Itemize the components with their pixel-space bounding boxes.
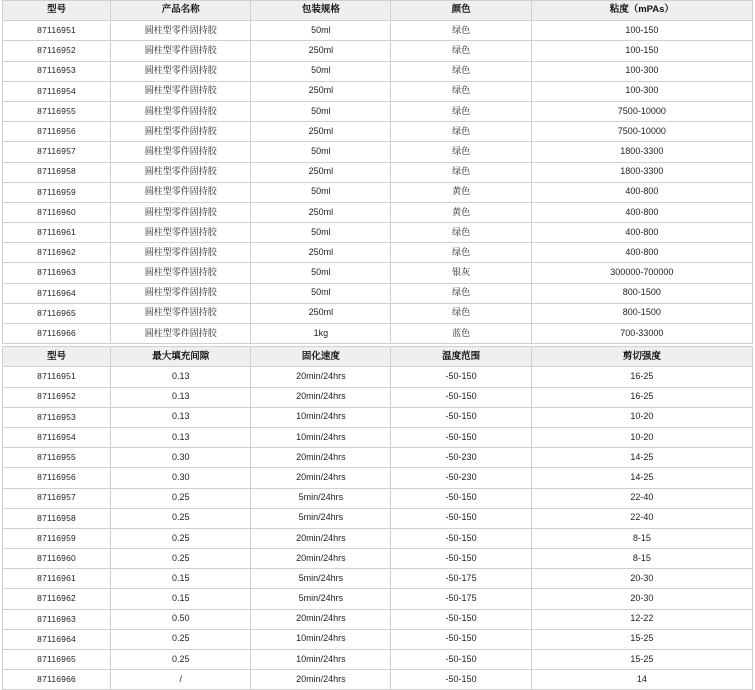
cell-model: 87116957	[3, 142, 111, 162]
table-row	[3, 367, 753, 387]
column-header-2: 包装规格	[251, 1, 391, 21]
cell-model: 87116960	[3, 549, 111, 569]
cell-value-3: -50-150	[391, 367, 531, 387]
cell-value-4: 15-25	[531, 629, 752, 649]
cell-value-1: 0.13	[111, 387, 251, 407]
cell-model: 87116955	[3, 448, 111, 468]
product-table-lower	[2, 346, 753, 690]
table-row	[3, 101, 753, 121]
cell-value-4: 8-15	[531, 528, 752, 548]
table-row	[3, 508, 753, 528]
cell-value-2: 20min/24hrs	[251, 367, 391, 387]
cell-value-1: 圆柱型零件固持胶	[111, 283, 251, 303]
cell-model: 87116954	[3, 81, 111, 101]
cell-value-2: 10min/24hrs	[251, 407, 391, 427]
cell-value-4: 700-33000	[531, 324, 752, 344]
cell-value-2: 50ml	[251, 101, 391, 121]
cell-value-4: 1800-3300	[531, 162, 752, 182]
cell-value-1: 圆柱型零件固持胶	[111, 81, 251, 101]
cell-value-4: 8-15	[531, 549, 752, 569]
cell-value-3: -50-150	[391, 528, 531, 548]
cell-value-4: 16-25	[531, 367, 752, 387]
cell-value-1: 圆柱型零件固持胶	[111, 61, 251, 81]
cell-model: 87116957	[3, 488, 111, 508]
cell-value-1: 0.25	[111, 549, 251, 569]
column-header-3: 温度范围	[391, 347, 531, 367]
cell-model: 87116958	[3, 162, 111, 182]
table-row	[3, 468, 753, 488]
cell-value-3: -50-150	[391, 650, 531, 670]
cell-value-4: 1800-3300	[531, 142, 752, 162]
cell-value-3: -50-150	[391, 549, 531, 569]
cell-value-1: 0.25	[111, 629, 251, 649]
table-row	[3, 243, 753, 263]
table-row	[3, 202, 753, 222]
cell-model: 87116951	[3, 21, 111, 41]
column-header-1: 产品名称	[111, 1, 251, 21]
table-row	[3, 488, 753, 508]
cell-value-2: 50ml	[251, 182, 391, 202]
table-row	[3, 283, 753, 303]
cell-value-1: 圆柱型零件固持胶	[111, 223, 251, 243]
cell-value-2: 20min/24hrs	[251, 609, 391, 629]
cell-value-3: 绿色	[391, 61, 531, 81]
cell-model: 87116961	[3, 569, 111, 589]
table-body-upper	[3, 21, 753, 344]
cell-value-4: 20-30	[531, 589, 752, 609]
table-row	[3, 589, 753, 609]
cell-value-2: 20min/24hrs	[251, 468, 391, 488]
cell-value-2: 50ml	[251, 223, 391, 243]
cell-model: 87116956	[3, 468, 111, 488]
cell-value-4: 22-40	[531, 508, 752, 528]
cell-value-2: 250ml	[251, 303, 391, 323]
cell-value-1: 0.13	[111, 427, 251, 447]
cell-value-1: 0.15	[111, 569, 251, 589]
cell-value-2: 5min/24hrs	[251, 508, 391, 528]
cell-value-1: 0.25	[111, 528, 251, 548]
cell-value-4: 400-800	[531, 182, 752, 202]
cell-model: 87116961	[3, 223, 111, 243]
cell-value-2: 5min/24hrs	[251, 488, 391, 508]
table-row	[3, 549, 753, 569]
table-row	[3, 650, 753, 670]
table-row	[3, 569, 753, 589]
cell-value-3: -50-150	[391, 387, 531, 407]
cell-value-3: 绿色	[391, 122, 531, 142]
cell-value-1: 圆柱型零件固持胶	[111, 41, 251, 61]
cell-value-1: 圆柱型零件固持胶	[111, 243, 251, 263]
cell-value-2: 20min/24hrs	[251, 549, 391, 569]
cell-value-1: 圆柱型零件固持胶	[111, 101, 251, 121]
cell-value-1: 0.30	[111, 468, 251, 488]
cell-value-2: 250ml	[251, 41, 391, 61]
cell-value-2: 10min/24hrs	[251, 650, 391, 670]
cell-value-1: 0.13	[111, 407, 251, 427]
cell-value-4: 14-25	[531, 448, 752, 468]
cell-model: 87116960	[3, 202, 111, 222]
table-row	[3, 142, 753, 162]
cell-value-4: 400-800	[531, 223, 752, 243]
cell-model: 87116962	[3, 243, 111, 263]
cell-value-2: 50ml	[251, 21, 391, 41]
cell-value-2: 50ml	[251, 283, 391, 303]
cell-model: 87116956	[3, 122, 111, 142]
cell-value-2: 10min/24hrs	[251, 629, 391, 649]
cell-value-3: 蓝色	[391, 324, 531, 344]
product-spec-sheet	[2, 0, 753, 690]
cell-value-1: 0.30	[111, 448, 251, 468]
cell-value-4: 100-300	[531, 81, 752, 101]
cell-value-3: 黄色	[391, 182, 531, 202]
cell-value-3: 绿色	[391, 223, 531, 243]
cell-value-4: 20-30	[531, 569, 752, 589]
cell-value-3: -50-150	[391, 508, 531, 528]
table-row	[3, 448, 753, 468]
cell-value-1: 0.15	[111, 589, 251, 609]
cell-value-1: /	[111, 670, 251, 690]
cell-value-4: 800-1500	[531, 303, 752, 323]
cell-value-4: 400-800	[531, 243, 752, 263]
cell-value-1: 圆柱型零件固持胶	[111, 162, 251, 182]
table-row	[3, 182, 753, 202]
cell-value-4: 14	[531, 670, 752, 690]
cell-model: 87116951	[3, 367, 111, 387]
cell-value-4: 7500-10000	[531, 122, 752, 142]
header-row	[3, 347, 753, 367]
product-table-upper	[2, 0, 753, 344]
cell-value-2: 5min/24hrs	[251, 589, 391, 609]
cell-value-3: 绿色	[391, 41, 531, 61]
cell-value-2: 50ml	[251, 263, 391, 283]
table-body-lower	[3, 367, 753, 690]
cell-value-4: 100-150	[531, 41, 752, 61]
cell-value-2: 20min/24hrs	[251, 528, 391, 548]
cell-value-3: 绿色	[391, 162, 531, 182]
cell-value-1: 0.25	[111, 488, 251, 508]
cell-value-2: 50ml	[251, 142, 391, 162]
cell-model: 87116953	[3, 407, 111, 427]
column-header-2: 固化速度	[251, 347, 391, 367]
cell-value-1: 0.25	[111, 650, 251, 670]
table-row	[3, 670, 753, 690]
cell-model: 87116965	[3, 303, 111, 323]
table-row	[3, 61, 753, 81]
cell-value-4: 16-25	[531, 387, 752, 407]
header-row	[3, 1, 753, 21]
cell-value-2: 20min/24hrs	[251, 387, 391, 407]
cell-value-1: 圆柱型零件固持胶	[111, 202, 251, 222]
cell-value-3: 绿色	[391, 303, 531, 323]
cell-value-2: 1kg	[251, 324, 391, 344]
table-row	[3, 609, 753, 629]
cell-model: 87116952	[3, 387, 111, 407]
cell-value-4: 22-40	[531, 488, 752, 508]
cell-value-4: 10-20	[531, 427, 752, 447]
table-row	[3, 528, 753, 548]
cell-model: 87116954	[3, 427, 111, 447]
cell-value-3: -50-150	[391, 670, 531, 690]
cell-value-1: 0.25	[111, 508, 251, 528]
cell-value-1: 圆柱型零件固持胶	[111, 21, 251, 41]
cell-model: 87116953	[3, 61, 111, 81]
table-row	[3, 263, 753, 283]
table-row	[3, 223, 753, 243]
cell-value-2: 20min/24hrs	[251, 670, 391, 690]
cell-value-3: -50-150	[391, 427, 531, 447]
cell-value-4: 10-20	[531, 407, 752, 427]
cell-value-3: 绿色	[391, 243, 531, 263]
cell-model: 87116958	[3, 508, 111, 528]
cell-model: 87116963	[3, 263, 111, 283]
cell-value-4: 15-25	[531, 650, 752, 670]
cell-value-1: 圆柱型零件固持胶	[111, 263, 251, 283]
table-row	[3, 303, 753, 323]
cell-value-1: 圆柱型零件固持胶	[111, 303, 251, 323]
cell-model: 87116964	[3, 283, 111, 303]
table-row	[3, 629, 753, 649]
table-row	[3, 407, 753, 427]
cell-value-3: -50-150	[391, 609, 531, 629]
column-header-1: 最大填充间隙	[111, 347, 251, 367]
cell-value-2: 250ml	[251, 81, 391, 101]
cell-value-4: 400-800	[531, 202, 752, 222]
cell-value-3: -50-150	[391, 488, 531, 508]
table-row	[3, 41, 753, 61]
cell-value-1: 圆柱型零件固持胶	[111, 142, 251, 162]
cell-value-3: 银灰	[391, 263, 531, 283]
cell-value-2: 250ml	[251, 202, 391, 222]
cell-value-2: 10min/24hrs	[251, 427, 391, 447]
cell-value-2: 250ml	[251, 162, 391, 182]
cell-model: 87116966	[3, 324, 111, 344]
table-row	[3, 162, 753, 182]
cell-value-3: 绿色	[391, 142, 531, 162]
table-row	[3, 387, 753, 407]
cell-value-2: 20min/24hrs	[251, 448, 391, 468]
column-header-0: 型号	[3, 347, 111, 367]
column-header-4: 剪切强度	[531, 347, 752, 367]
cell-value-1: 0.13	[111, 367, 251, 387]
cell-model: 87116959	[3, 182, 111, 202]
cell-value-4: 300000-700000	[531, 263, 752, 283]
cell-model: 87116962	[3, 589, 111, 609]
cell-value-3: -50-175	[391, 589, 531, 609]
cell-model: 87116952	[3, 41, 111, 61]
cell-value-2: 250ml	[251, 243, 391, 263]
table-header-upper	[3, 1, 753, 21]
cell-value-3: -50-175	[391, 569, 531, 589]
cell-value-3: -50-230	[391, 448, 531, 468]
table-header-lower	[3, 347, 753, 367]
cell-value-4: 14-25	[531, 468, 752, 488]
cell-value-3: 绿色	[391, 101, 531, 121]
cell-value-1: 圆柱型零件固持胶	[111, 122, 251, 142]
cell-value-1: 圆柱型零件固持胶	[111, 182, 251, 202]
table-row	[3, 122, 753, 142]
cell-value-3: -50-150	[391, 407, 531, 427]
cell-model: 87116963	[3, 609, 111, 629]
table-row	[3, 21, 753, 41]
cell-value-2: 50ml	[251, 61, 391, 81]
cell-value-2: 250ml	[251, 122, 391, 142]
cell-value-3: 绿色	[391, 283, 531, 303]
column-header-0: 型号	[3, 1, 111, 21]
cell-value-2: 5min/24hrs	[251, 569, 391, 589]
cell-value-3: -50-230	[391, 468, 531, 488]
column-header-3: 颜色	[391, 1, 531, 21]
cell-value-4: 12-22	[531, 609, 752, 629]
cell-model: 87116955	[3, 101, 111, 121]
cell-model: 87116964	[3, 629, 111, 649]
table-row	[3, 81, 753, 101]
cell-value-1: 圆柱型零件固持胶	[111, 324, 251, 344]
cell-model: 87116966	[3, 670, 111, 690]
cell-value-4: 100-150	[531, 21, 752, 41]
cell-value-3: 绿色	[391, 21, 531, 41]
cell-value-4: 7500-10000	[531, 101, 752, 121]
cell-value-4: 100-300	[531, 61, 752, 81]
cell-model: 87116959	[3, 528, 111, 548]
cell-value-3: 黄色	[391, 202, 531, 222]
cell-value-1: 0.50	[111, 609, 251, 629]
cell-value-4: 800-1500	[531, 283, 752, 303]
column-header-4: 粘度（mPAs）	[531, 1, 752, 21]
cell-model: 87116965	[3, 650, 111, 670]
cell-value-3: -50-150	[391, 629, 531, 649]
table-row	[3, 324, 753, 344]
cell-value-3: 绿色	[391, 81, 531, 101]
table-row	[3, 427, 753, 447]
